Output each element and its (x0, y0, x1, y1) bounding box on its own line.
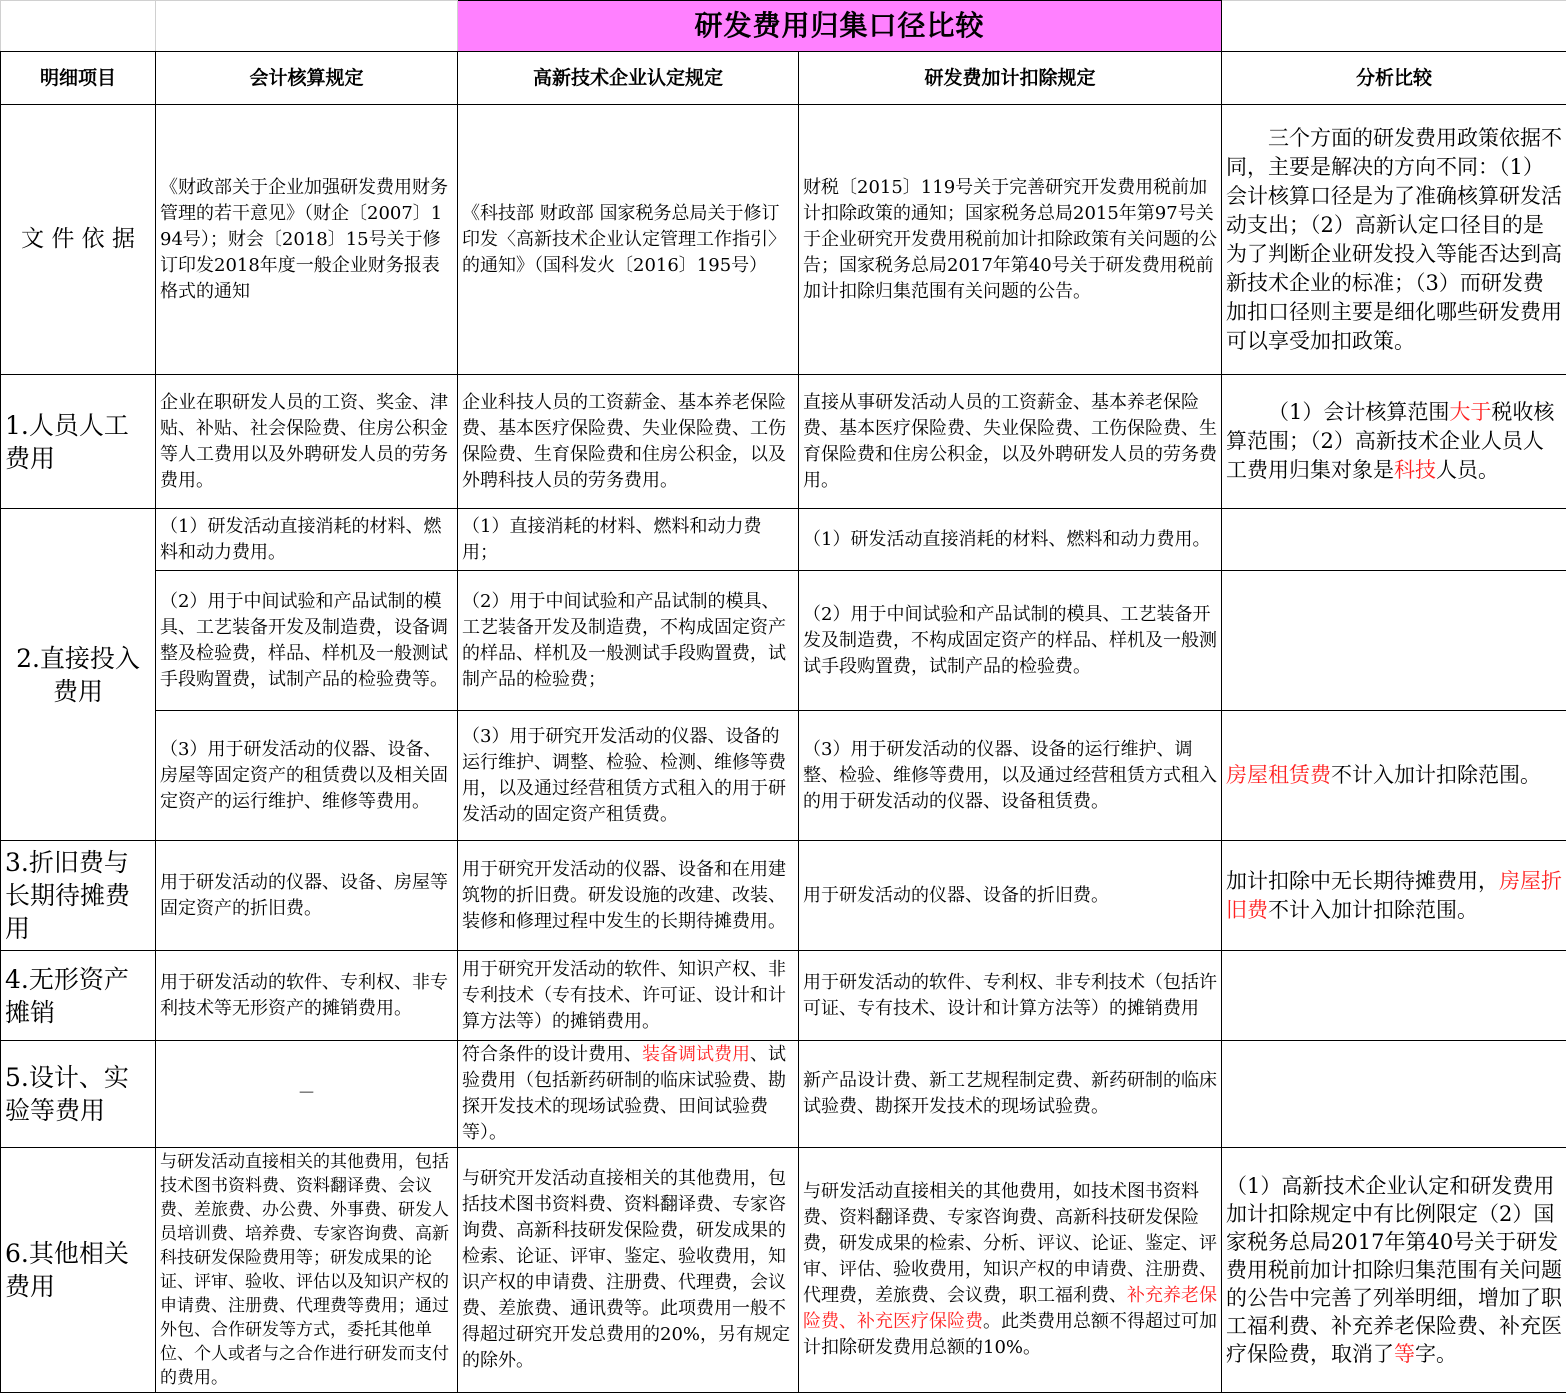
cell-depreciation-hightech: 用于研究开发活动的仪器、设备和在用建筑物的折旧费。研发设施的改建、改装、装修和修理过程中发生的长期待摊费用。 (458, 841, 799, 951)
cell-intangible-analysis (1222, 951, 1566, 1041)
text: 加计扣除中无长期待摊费用， (1226, 868, 1500, 893)
cell-intangible-deduction: 用于研发活动的软件、专利权、非专利技术（包括许可证、专有技术、设计和计算方法等）的摊销费用 (799, 951, 1222, 1041)
row-label-design: 5.设计、实验等费用 (1, 1041, 156, 1148)
cell-depreciation-deduction: 用于研发活动的仪器、设备的折旧费。 (799, 841, 1222, 951)
title-blank-left (1, 1, 156, 52)
text: 、试验费用（包括新药研制的临床试验费、勘探开发技术的现场试验费、田间试验费等）。 (462, 1044, 786, 1143)
row-label-personnel: 1.人员人工费用 (1, 375, 156, 509)
cell-direct3-hightech: （3）用于研究开发活动的仪器、设备的运行维护、调整、检验、检测、维修等费用，以及通过经营租赁方式租入的用于研发活动的固定资产租赁费。 (458, 711, 799, 841)
header-analysis: 分析比较 (1222, 52, 1566, 105)
text: （1）高新技术企业认定和研发费用加计扣除规定中有比例限定（2）国家税务总局2017年第40号关于研发费用税前加计扣除归集范围有关问题的公告中完善了列举明细，增加了职工福利费、补充养老保险费、补充医疗保险费，取消了 (1226, 1174, 1563, 1366)
cell-intangible-hightech: 用于研究开发活动的软件、知识产权、非专利技术（专有技术、许可证、设计和计算方法等）的摊销费用。 (458, 951, 799, 1041)
cell-direct1-hightech: （1）直接消耗的材料、燃料和动力费用； (458, 509, 799, 571)
row-label-basis: 文 件 依 据 (1, 105, 156, 375)
cell-direct2-hightech: （2）用于中间试验和产品试制的模具、工艺装备开发及制造费，不构成固定资产的样品、样机及一般测试手段购置费，试制产品的检验费； (458, 571, 799, 711)
highlight-text: 房屋折旧费 (1226, 868, 1563, 922)
text: 不计入加计扣除范围。 (1268, 897, 1479, 922)
header-hightech: 高新技术企业认定规定 (458, 52, 799, 105)
table-row-direct-2 (1, 571, 1566, 711)
cell-direct1-deduction: （1）研发活动直接消耗的材料、燃料和动力费用。 (799, 509, 1222, 571)
cell-direct2-analysis (1222, 571, 1566, 711)
cell-intangible-accounting: 用于研发活动的软件、专利权、非专利技术等无形资产的摊销费用。 (156, 951, 458, 1041)
row-label-other: 6.其他相关费用 (1, 1148, 156, 1393)
cell-other-deduction (799, 1148, 1222, 1393)
title-row (1, 1, 1566, 52)
text: 字。 (1415, 1342, 1458, 1366)
header-row (1, 52, 1566, 105)
cell-design-accounting: － (156, 1041, 458, 1148)
table-row-depreciation (1, 841, 1566, 951)
cell-design-analysis (1222, 1041, 1566, 1148)
table-row-personnel (1, 375, 1566, 509)
cell-basis-analysis: 三个方面的研发费用政策依据不同，主要是解决的方向不同：（1）会计核算口径是为了准确核算研发活动支出；（2）高新认定口径目的是为了判断企业研发投入等能否达到高新技术企业的标准；（3）而研发费加扣口径则主要是细化哪些研发费用可以享受加扣政策。 (1222, 105, 1566, 375)
cell-depreciation-accounting: 用于研发活动的仪器、设备、房屋等固定资产的折旧费。 (156, 841, 458, 951)
table-row-design (1, 1041, 1566, 1148)
text: 不计入加计扣除范围。 (1331, 763, 1542, 787)
header-deduction: 研发费加计扣除规定 (799, 52, 1222, 105)
table-row-direct-3 (1, 711, 1566, 841)
cell-personnel-deduction: 直接从事研发活动人员的工资薪金、基本养老保险费、基本医疗保险费、失业保险费、工伤保险费、生育保险费和住房公积金，以及外聘研发人员的劳务费用。 (799, 375, 1222, 509)
cell-direct2-deduction: （2）用于中间试验和产品试制的模具、工艺装备开发及制造费，不构成固定资产的样品、样机及一般测试手段购置费，试制产品的检验费。 (799, 571, 1222, 711)
text: （1）会计核算范围 (1268, 400, 1450, 424)
cell-basis-accounting: 《财政部关于企业加强研发费用财务管理的若干意见》（财企〔2007〕194号）；财会〔2018〕15号关于修订印发2018年度一般企业财务报表格式的通知 (156, 105, 458, 375)
cell-personnel-accounting: 企业在职研发人员的工资、奖金、津贴、补贴、社会保险费、住房公积金等人工费用以及外聘研发人员的劳务费用。 (156, 375, 458, 509)
cell-basis-hightech: 《科技部 财政部 国家税务总局关于修订印发〈高新技术企业认定管理工作指引〉的通知》（国科发火〔2016〕195号） (458, 105, 799, 375)
row-label-direct: 2.直接投入费用 (1, 509, 156, 841)
highlight-text: 补充养老保险费、补充医疗保险费 (803, 1285, 1217, 1332)
cell-direct1-analysis (1222, 509, 1566, 571)
text: 税收核算范围；（2）高新技术企业人员人工费用归集对象是 (1226, 400, 1555, 482)
table-row-direct-1 (1, 509, 1566, 571)
text: 符合条件的设计费用、 (462, 1044, 642, 1065)
cell-direct2-accounting: （2）用于中间试验和产品试制的模具、工艺装备开发及制造费，设备调整及检验费，样品、样机及一般测试手段购置费，试制产品的检验费等。 (156, 571, 458, 711)
table-row-basis (1, 105, 1566, 375)
row-label-depreciation: 3.折旧费与长期待摊费用 (1, 841, 156, 951)
cell-depreciation-analysis (1222, 841, 1566, 951)
cell-personnel-analysis (1222, 375, 1566, 509)
cell-other-hightech: 与研究开发活动直接相关的其他费用，包括技术图书资料费、资料翻译费、专家咨询费、高新科技研发保险费，研发成果的检索、论证、评审、鉴定、验收费用，知识产权的申请费、注册费、代理费，会议费、差旅费、通讯费等。此项费用一般不得超过研究开发总费用的20%，另有规定的除外。 (458, 1148, 799, 1393)
highlight-text: 大于 (1449, 400, 1492, 424)
cell-other-analysis (1222, 1148, 1566, 1393)
row-label-intangible: 4.无形资产摊销 (1, 951, 156, 1041)
highlight-text: 房屋租赁费 (1226, 763, 1332, 787)
cell-design-deduction: 新产品设计费、新工艺规程制定费、新药研制的临床试验费、勘探开发技术的现场试验费。 (799, 1041, 1222, 1148)
table-row-other (1, 1148, 1566, 1393)
header-item: 明细项目 (1, 52, 156, 105)
title-blank-left2 (156, 1, 458, 52)
cell-direct3-accounting: （3）用于研发活动的仪器、设备、房屋等固定资产的租赁费以及相关固定资产的运行维护、维修等费用。 (156, 711, 458, 841)
text: 人员。 (1436, 458, 1500, 482)
title-blank-right (1222, 1, 1566, 52)
cell-design-hightech (458, 1041, 799, 1148)
highlight-text: 装备调试费用 (642, 1044, 750, 1065)
text: 。此类费用总额不得超过可加计扣除研发费用总额的10%。 (803, 1311, 1217, 1358)
page-title: 研发费用归集口径比较 (458, 1, 1222, 52)
table-row-intangible (1, 951, 1566, 1041)
highlight-text: 科技 (1394, 458, 1437, 482)
text: 与研发活动直接相关的其他费用，如技术图书资料费、资料翻译费、专家咨询费、高新科技研发保险费，研发成果的检索、分析、评议、论证、鉴定、评审、评估、验收费用，知识产权的申请费、注册费、代理费，差旅费、会议费，职工福利费、 (803, 1181, 1217, 1306)
cell-other-accounting: 与研发活动直接相关的其他费用，包括技术图书资料费、资料翻译费、会议费、差旅费、办公费、外事费、研发人员培训费、培养费、专家咨询费、高新科技研发保险费用等；研发成果的论证、评审、验收、评估以及知识产权的申请费、注册费、代理费等费用；通过外包、合作研发等方式，委托其他单位、个人或者与之合作进行研发而支付的费用。 (156, 1148, 458, 1393)
highlight-text: 等 (1394, 1342, 1416, 1366)
cell-direct3-deduction: （3）用于研发活动的仪器、设备的运行维护、调整、检验、维修等费用，以及通过经营租赁方式租入的用于研发活动的仪器、设备租赁费。 (799, 711, 1222, 841)
header-accounting: 会计核算规定 (156, 52, 458, 105)
cell-direct3-analysis (1222, 711, 1566, 841)
cell-basis-deduction: 财税〔2015〕119号关于完善研究开发费用税前加计扣除政策的通知；国家税务总局2015年第97号关于企业研究开发费用税前加计扣除政策有关问题的公告；国家税务总局2017年第40号关于研发费用税前加计扣除归集范围有关问题的公告。 (799, 105, 1222, 375)
cell-personnel-hightech: 企业科技人员的工资薪金、基本养老保险费、基本医疗保险费、失业保险费、工伤保险费、生育保险费和住房公积金，以及外聘科技人员的劳务费用。 (458, 375, 799, 509)
cell-direct1-accounting: （1）研发活动直接消耗的材料、燃料和动力费用。 (156, 509, 458, 571)
